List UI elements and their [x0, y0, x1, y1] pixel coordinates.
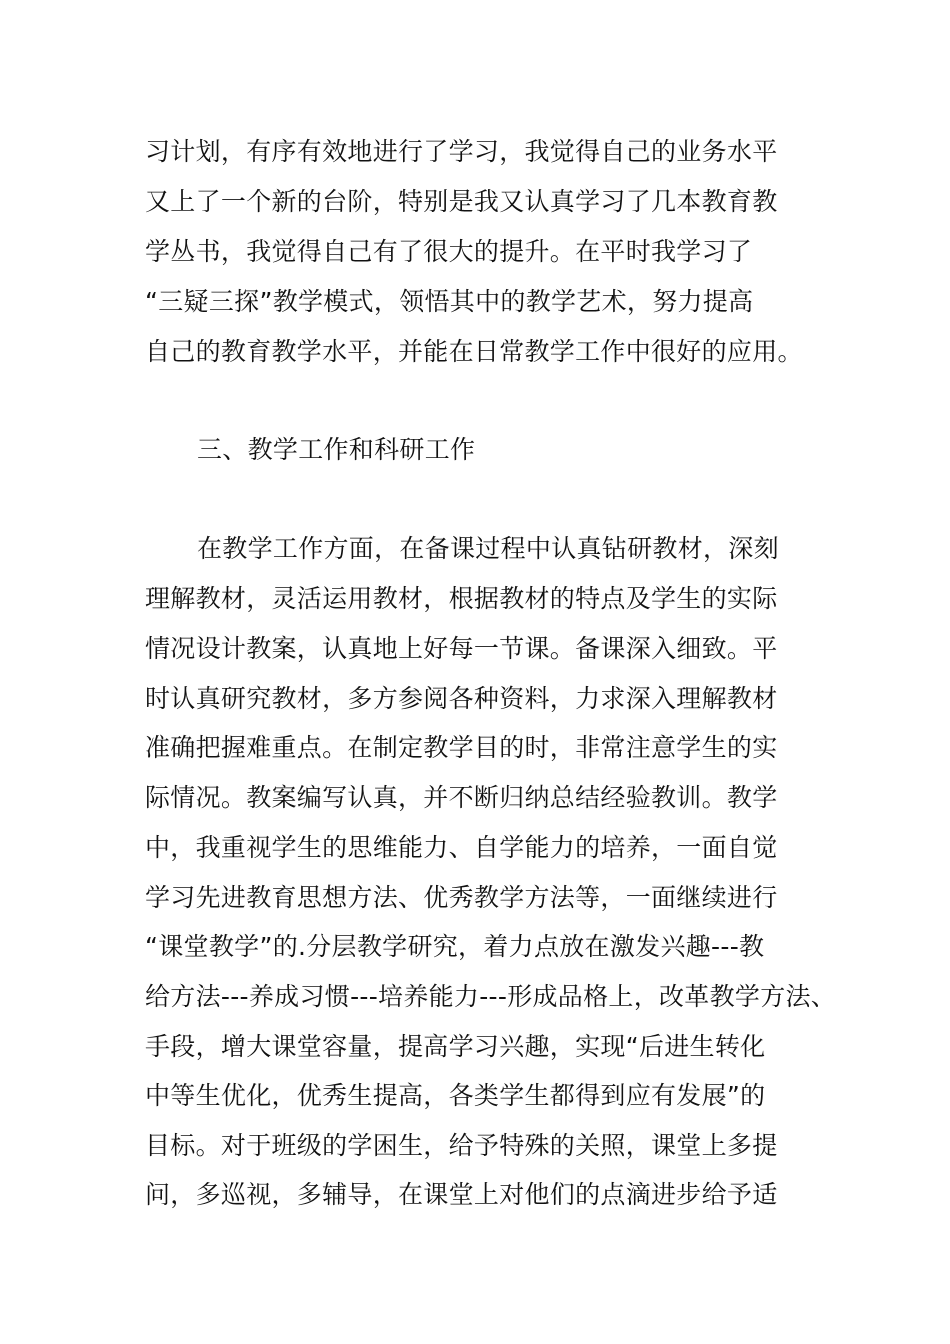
paragraph1-line-1: 习计划，有序有效地进行了学习，我觉得自己的业务水平	[145, 137, 778, 166]
paragraph2-line-5: 准确把握难重点。在制定教学目的时，非常注意学生的实	[145, 733, 778, 762]
paragraph2-line-11: 手段，增大课堂容量，提高学习兴趣，实现“后进生转化	[145, 1032, 766, 1061]
paragraph2-line-6: 际情况。教案编写认真，并不断归纳总结经验教训。教学	[145, 783, 778, 812]
paragraph2-line-14: 问，多巡视，多辅导，在课堂上对他们的点滴进步给予适	[145, 1180, 778, 1209]
paragraph1-line-5: 自己的教育教学水平，并能在日常教学工作中很好的应用。	[145, 337, 803, 366]
paragraph1-line-3: 学丛书，我觉得自己有了很大的提升。在平时我学习了	[145, 237, 753, 266]
section-heading: 三、教学工作和科研工作	[197, 435, 476, 464]
paragraph2-line-13: 目标。对于班级的学困生，给予特殊的关照，课堂上多提	[145, 1131, 778, 1160]
paragraph2-line-9: “课堂教学”的.分层教学研究，着力点放在激发兴趣---教	[145, 932, 765, 961]
paragraph1-line-4: “三疑三探”教学模式，领悟其中的教学艺术，努力提高	[145, 287, 754, 316]
paragraph2-line-7: 中，我重视学生的思维能力、自学能力的培养，一面自觉	[145, 833, 778, 862]
paragraph2-line-2: 理解教材，灵活运用教材，根据教材的特点及学生的实际	[145, 584, 778, 613]
paragraph2-line-3: 情况设计教案，认真地上好每一节课。备课深入细致。平	[145, 634, 778, 663]
paragraph2-line-10: 给方法---养成习惯---培养能力---形成品格上，改革教学方法、	[145, 982, 837, 1011]
paragraph2-line-12: 中等生优化，优秀生提高，各类学生都得到应有发展”的	[145, 1081, 766, 1110]
paragraph2-line-8: 学习先进教育思想方法、优秀教学方法等，一面继续进行	[145, 883, 778, 912]
paragraph2-line-4: 时认真研究教材，多方参阅各种资料，力求深入理解教材	[145, 684, 778, 713]
paragraph1-line-2: 又上了一个新的台阶，特别是我又认真学习了几本教育教	[145, 187, 778, 216]
paragraph2-line-1: 在教学工作方面，在备课过程中认真钻研教材，深刻	[197, 534, 779, 563]
